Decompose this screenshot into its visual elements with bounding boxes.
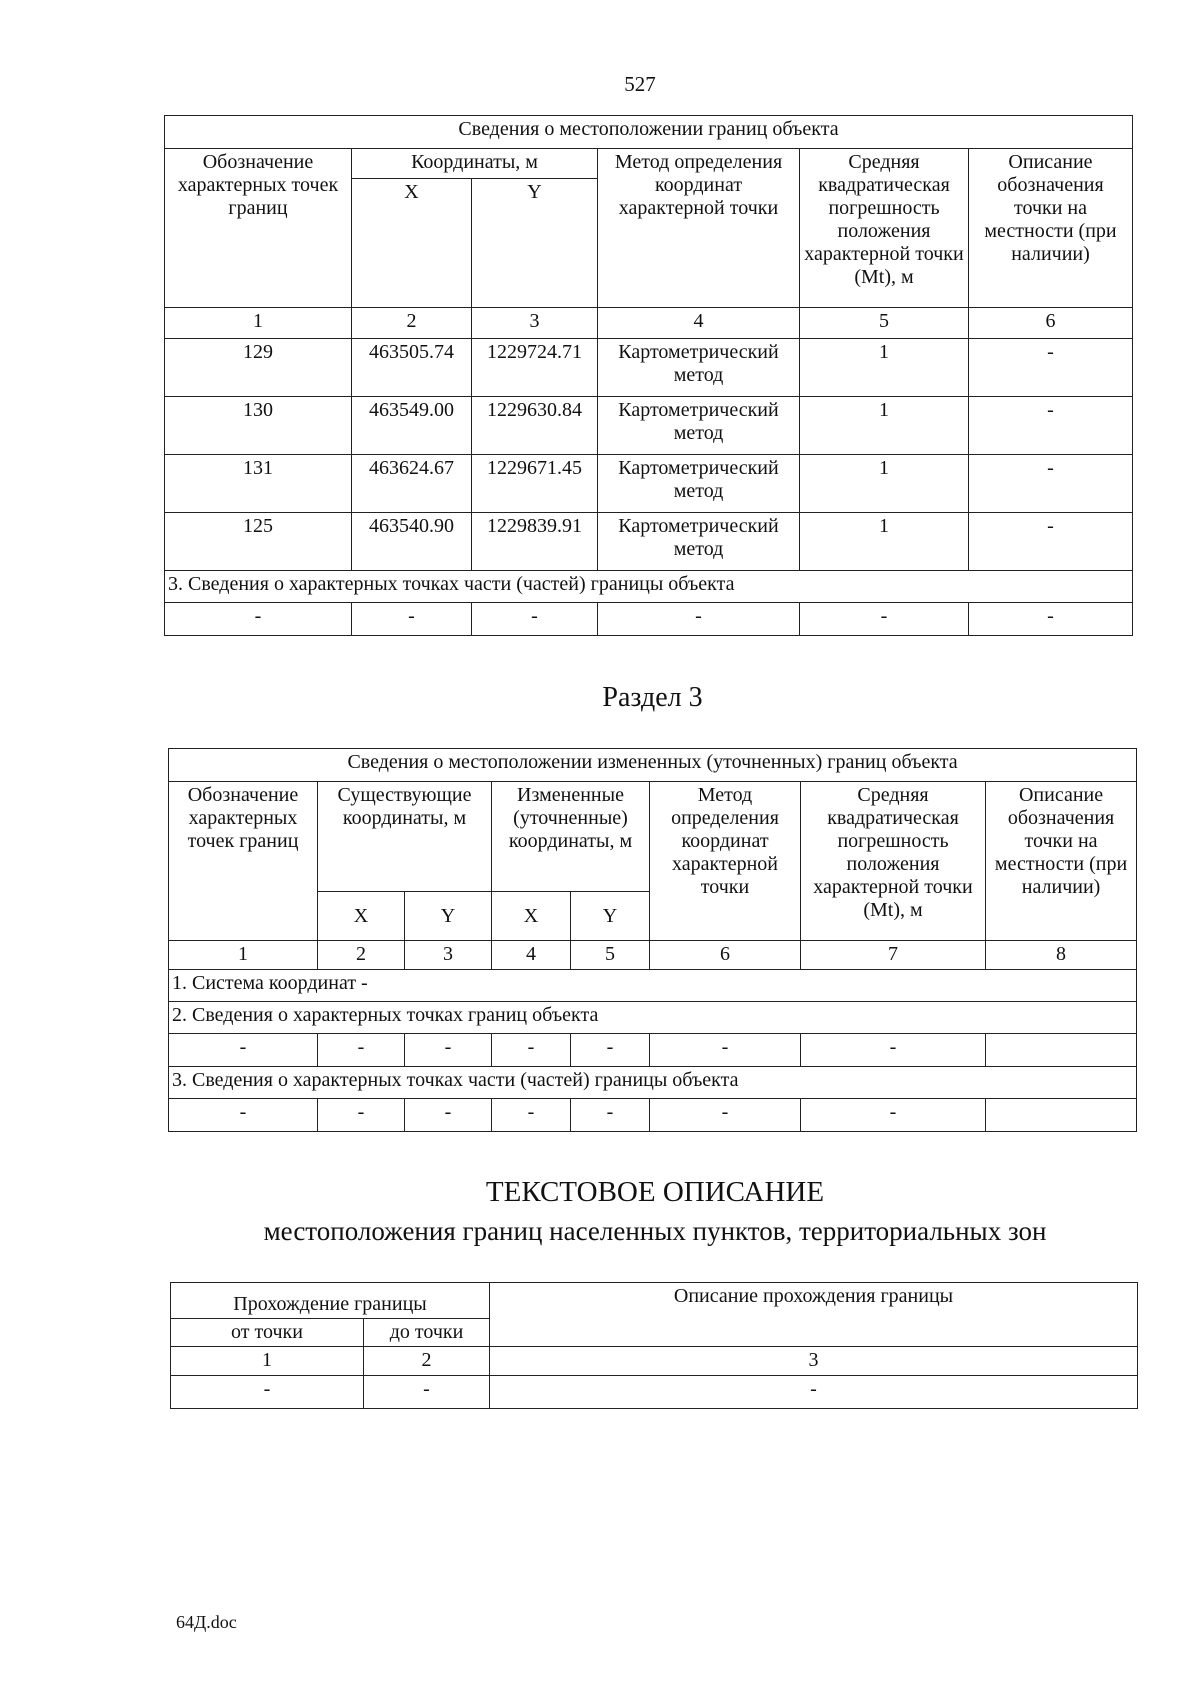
file-name: 64Д.doc — [176, 1612, 237, 1632]
method: Картометрический метод — [598, 339, 800, 397]
empty-cell: - — [165, 603, 352, 636]
header-mean-error: Средняя квадратическая погрешность положения характерной точки (Mt), м — [800, 149, 969, 308]
section-row-parts: 3. Сведения о характерных точках части (частей) границы объекта — [165, 571, 1133, 603]
mean-error: 1 — [800, 513, 969, 571]
header-passage-description: Описание прохождения границы — [490, 1283, 1138, 1347]
point-id: 130 — [165, 397, 352, 455]
empty-cell: - — [405, 1099, 492, 1132]
mean-error: 1 — [800, 455, 969, 513]
header-to-point: до точки — [364, 1319, 490, 1347]
empty-cell: - — [171, 1376, 364, 1409]
header-passage: Прохождение границы — [171, 1283, 490, 1319]
column-number: 6 — [969, 308, 1133, 339]
header-point-description: Описание обозначения точки на местности (при наличии) — [969, 149, 1133, 308]
header-point-designation: Обозначение характерных точек границ — [169, 782, 318, 941]
empty-cell: - — [169, 1099, 318, 1132]
column-number: 2 — [318, 941, 405, 970]
coord-x: 463540.90 — [352, 513, 472, 571]
empty-cell: - — [492, 1034, 571, 1067]
method: Картометрический метод — [598, 513, 800, 571]
boundary-location-table — [164, 115, 1133, 636]
column-number: 3 — [490, 1347, 1138, 1376]
empty-cell: - — [800, 603, 969, 636]
header-y: Y — [571, 892, 650, 941]
empty-cell: - — [571, 1099, 650, 1132]
header-method: Метод определения координат характерной точки — [650, 782, 801, 941]
empty-cell — [986, 1034, 1137, 1067]
empty-cell: - — [571, 1034, 650, 1067]
header-mean-error: Средняя квадратическая погрешность положения характерной точки (Mt), м — [801, 782, 986, 941]
table-row — [165, 513, 1133, 571]
row-boundary-points: 2. Сведения о характерных точках границ объекта — [169, 1002, 1137, 1034]
coord-y: 1229724.71 — [472, 339, 598, 397]
point-id: 125 — [165, 513, 352, 571]
coord-y: 1229671.45 — [472, 455, 598, 513]
header-changed-coordinates: Измененные (уточненные) координаты, м — [492, 782, 650, 892]
point-id: 129 — [165, 339, 352, 397]
header-method: Метод определения координат характерной точки — [598, 149, 800, 308]
point-description: - — [969, 397, 1133, 455]
empty-cell: - — [405, 1034, 492, 1067]
boundary-passage-table — [170, 1282, 1138, 1409]
table-row — [165, 603, 1133, 636]
coord-x: 463505.74 — [352, 339, 472, 397]
header-existing-coordinates: Существующие координаты, м — [318, 782, 492, 892]
row-part-points: 3. Сведения о характерных точках части (частей) границы объекта — [169, 1067, 1137, 1099]
empty-cell: - — [492, 1099, 571, 1132]
method: Картометрический метод — [598, 397, 800, 455]
column-number: 4 — [492, 941, 571, 970]
column-number: 5 — [571, 941, 650, 970]
table-row — [169, 1034, 1137, 1067]
point-description: - — [969, 339, 1133, 397]
empty-cell — [986, 1099, 1137, 1132]
column-number: 6 — [650, 941, 801, 970]
point-description: - — [969, 455, 1133, 513]
column-numbers-row — [165, 308, 1133, 339]
table-title: Сведения о местоположении измененных (уточненных) границ объекта — [169, 749, 1137, 782]
coord-y: 1229630.84 — [472, 397, 598, 455]
column-number: 8 — [986, 941, 1137, 970]
empty-cell: - — [650, 1034, 801, 1067]
column-number: 3 — [405, 941, 492, 970]
header-from-point: от точки — [171, 1319, 364, 1347]
header-coordinates: Координаты, м — [352, 149, 598, 179]
header-point-designation: Обозначение характерных точек границ — [165, 149, 352, 308]
empty-cell: - — [598, 603, 800, 636]
column-number: 4 — [598, 308, 800, 339]
table-row — [165, 397, 1133, 455]
header-point-description: Описание обозначения точки на местности (при наличии) — [986, 782, 1137, 941]
empty-cell: - — [801, 1099, 986, 1132]
coord-x: 463549.00 — [352, 397, 472, 455]
column-number: 1 — [165, 308, 352, 339]
column-number: 7 — [801, 941, 986, 970]
empty-cell: - — [490, 1376, 1138, 1409]
mean-error: 1 — [800, 397, 969, 455]
column-number: 5 — [800, 308, 969, 339]
column-number: 3 — [472, 308, 598, 339]
empty-cell: - — [650, 1099, 801, 1132]
table-row — [165, 339, 1133, 397]
method: Картометрический метод — [598, 455, 800, 513]
column-numbers-row — [171, 1347, 1138, 1376]
empty-cell: - — [969, 603, 1133, 636]
mean-error: 1 — [800, 339, 969, 397]
empty-cell: - — [364, 1376, 490, 1409]
empty-cell: - — [472, 603, 598, 636]
table-title: Сведения о местоположении границ объекта — [165, 116, 1133, 149]
empty-cell: - — [318, 1034, 405, 1067]
text-description-subtitle: местоположения границ населенных пунктов, территориальных зон — [263, 1216, 1047, 1246]
empty-cell: - — [352, 603, 472, 636]
header-x: X — [492, 892, 571, 941]
column-numbers-row — [169, 941, 1137, 970]
table-row — [165, 455, 1133, 513]
coord-x: 463624.67 — [352, 455, 472, 513]
coord-y: 1229839.91 — [472, 513, 598, 571]
header-y: Y — [405, 892, 492, 941]
row-coordinate-system: 1. Система координат - — [169, 970, 1137, 1002]
empty-cell: - — [169, 1034, 318, 1067]
column-number: 1 — [169, 941, 318, 970]
point-id: 131 — [165, 455, 352, 513]
header-x: X — [352, 179, 472, 308]
empty-cell: - — [318, 1099, 405, 1132]
page-number: 527 — [624, 72, 656, 96]
text-description-title: ТЕКСТОВОЕ ОПИСАНИЕ — [485, 1176, 825, 1208]
table-row — [171, 1376, 1138, 1409]
header-y: Y — [472, 179, 598, 308]
column-number: 1 — [171, 1347, 364, 1376]
column-number: 2 — [364, 1347, 490, 1376]
changed-boundaries-table — [168, 748, 1137, 1132]
header-x: X — [318, 892, 405, 941]
column-number: 2 — [352, 308, 472, 339]
section-title: Раздел 3 — [602, 682, 703, 713]
table-row — [169, 1099, 1137, 1132]
point-description: - — [969, 513, 1133, 571]
empty-cell: - — [801, 1034, 986, 1067]
